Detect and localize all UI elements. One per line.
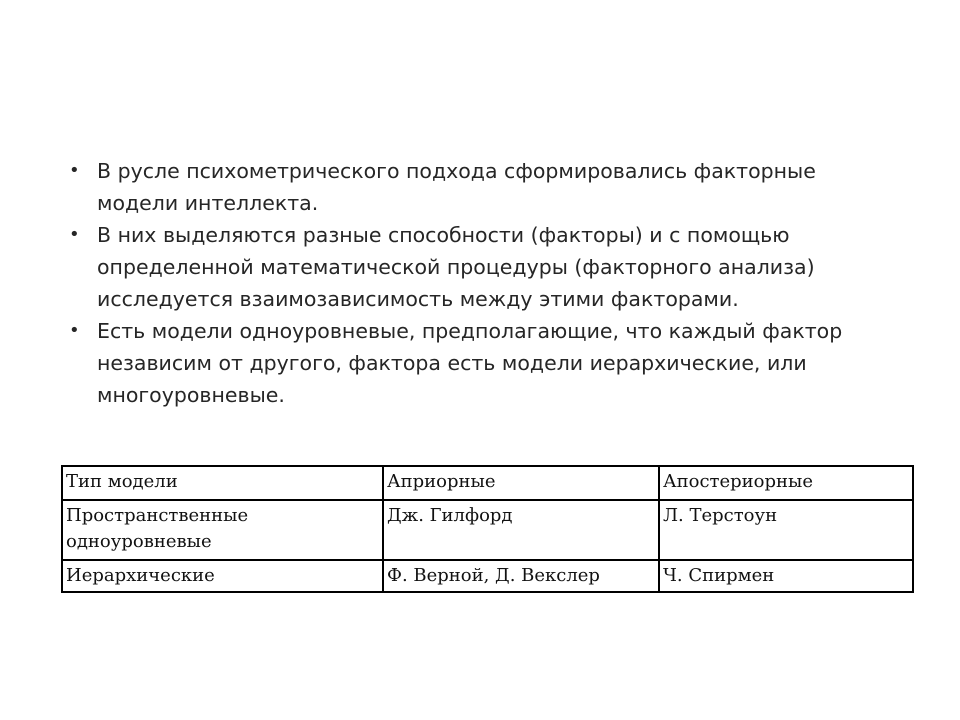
table-cell: Пространственные одноуровневые	[62, 500, 383, 560]
table-row	[62, 500, 913, 560]
bullet-dot-icon: •	[69, 224, 80, 245]
bullet-dot-icon: •	[69, 320, 80, 341]
bullet-text: В русле психометрического подхода сформировались факторные модели интеллекта.	[97, 159, 816, 215]
bullet-item	[64, 219, 884, 315]
bullet-item	[64, 155, 884, 219]
table-header-row	[62, 466, 913, 500]
table-header-cell: Тип модели	[62, 466, 383, 500]
table-cell: Ч. Спирмен	[659, 560, 913, 592]
table-cell: Ф. Верной, Д. Векслер	[383, 560, 659, 592]
models-table	[61, 465, 914, 593]
table-cell: Дж. Гилфорд	[383, 500, 659, 560]
table-row	[62, 560, 913, 592]
table-cell: Иерархические	[62, 560, 383, 592]
bullet-text: Есть модели одноуровневые, предполагающие, что каждый фактор независим от другого, фактора есть модели иерархические, или многоуровневые.	[97, 319, 843, 407]
bullet-list	[64, 155, 884, 411]
bullet-dot-icon: •	[69, 160, 80, 181]
table-header-cell: Апостериорные	[659, 466, 913, 500]
table-header-cell: Априорные	[383, 466, 659, 500]
bullet-item	[64, 315, 884, 411]
table-cell: Л. Терстоун	[659, 500, 913, 560]
bullet-text: В них выделяются разные способности (факторы) и с помощью определенной математической процедуры (факторного анализа) исследуется взаимозависимость между этими факторами.	[97, 223, 815, 311]
